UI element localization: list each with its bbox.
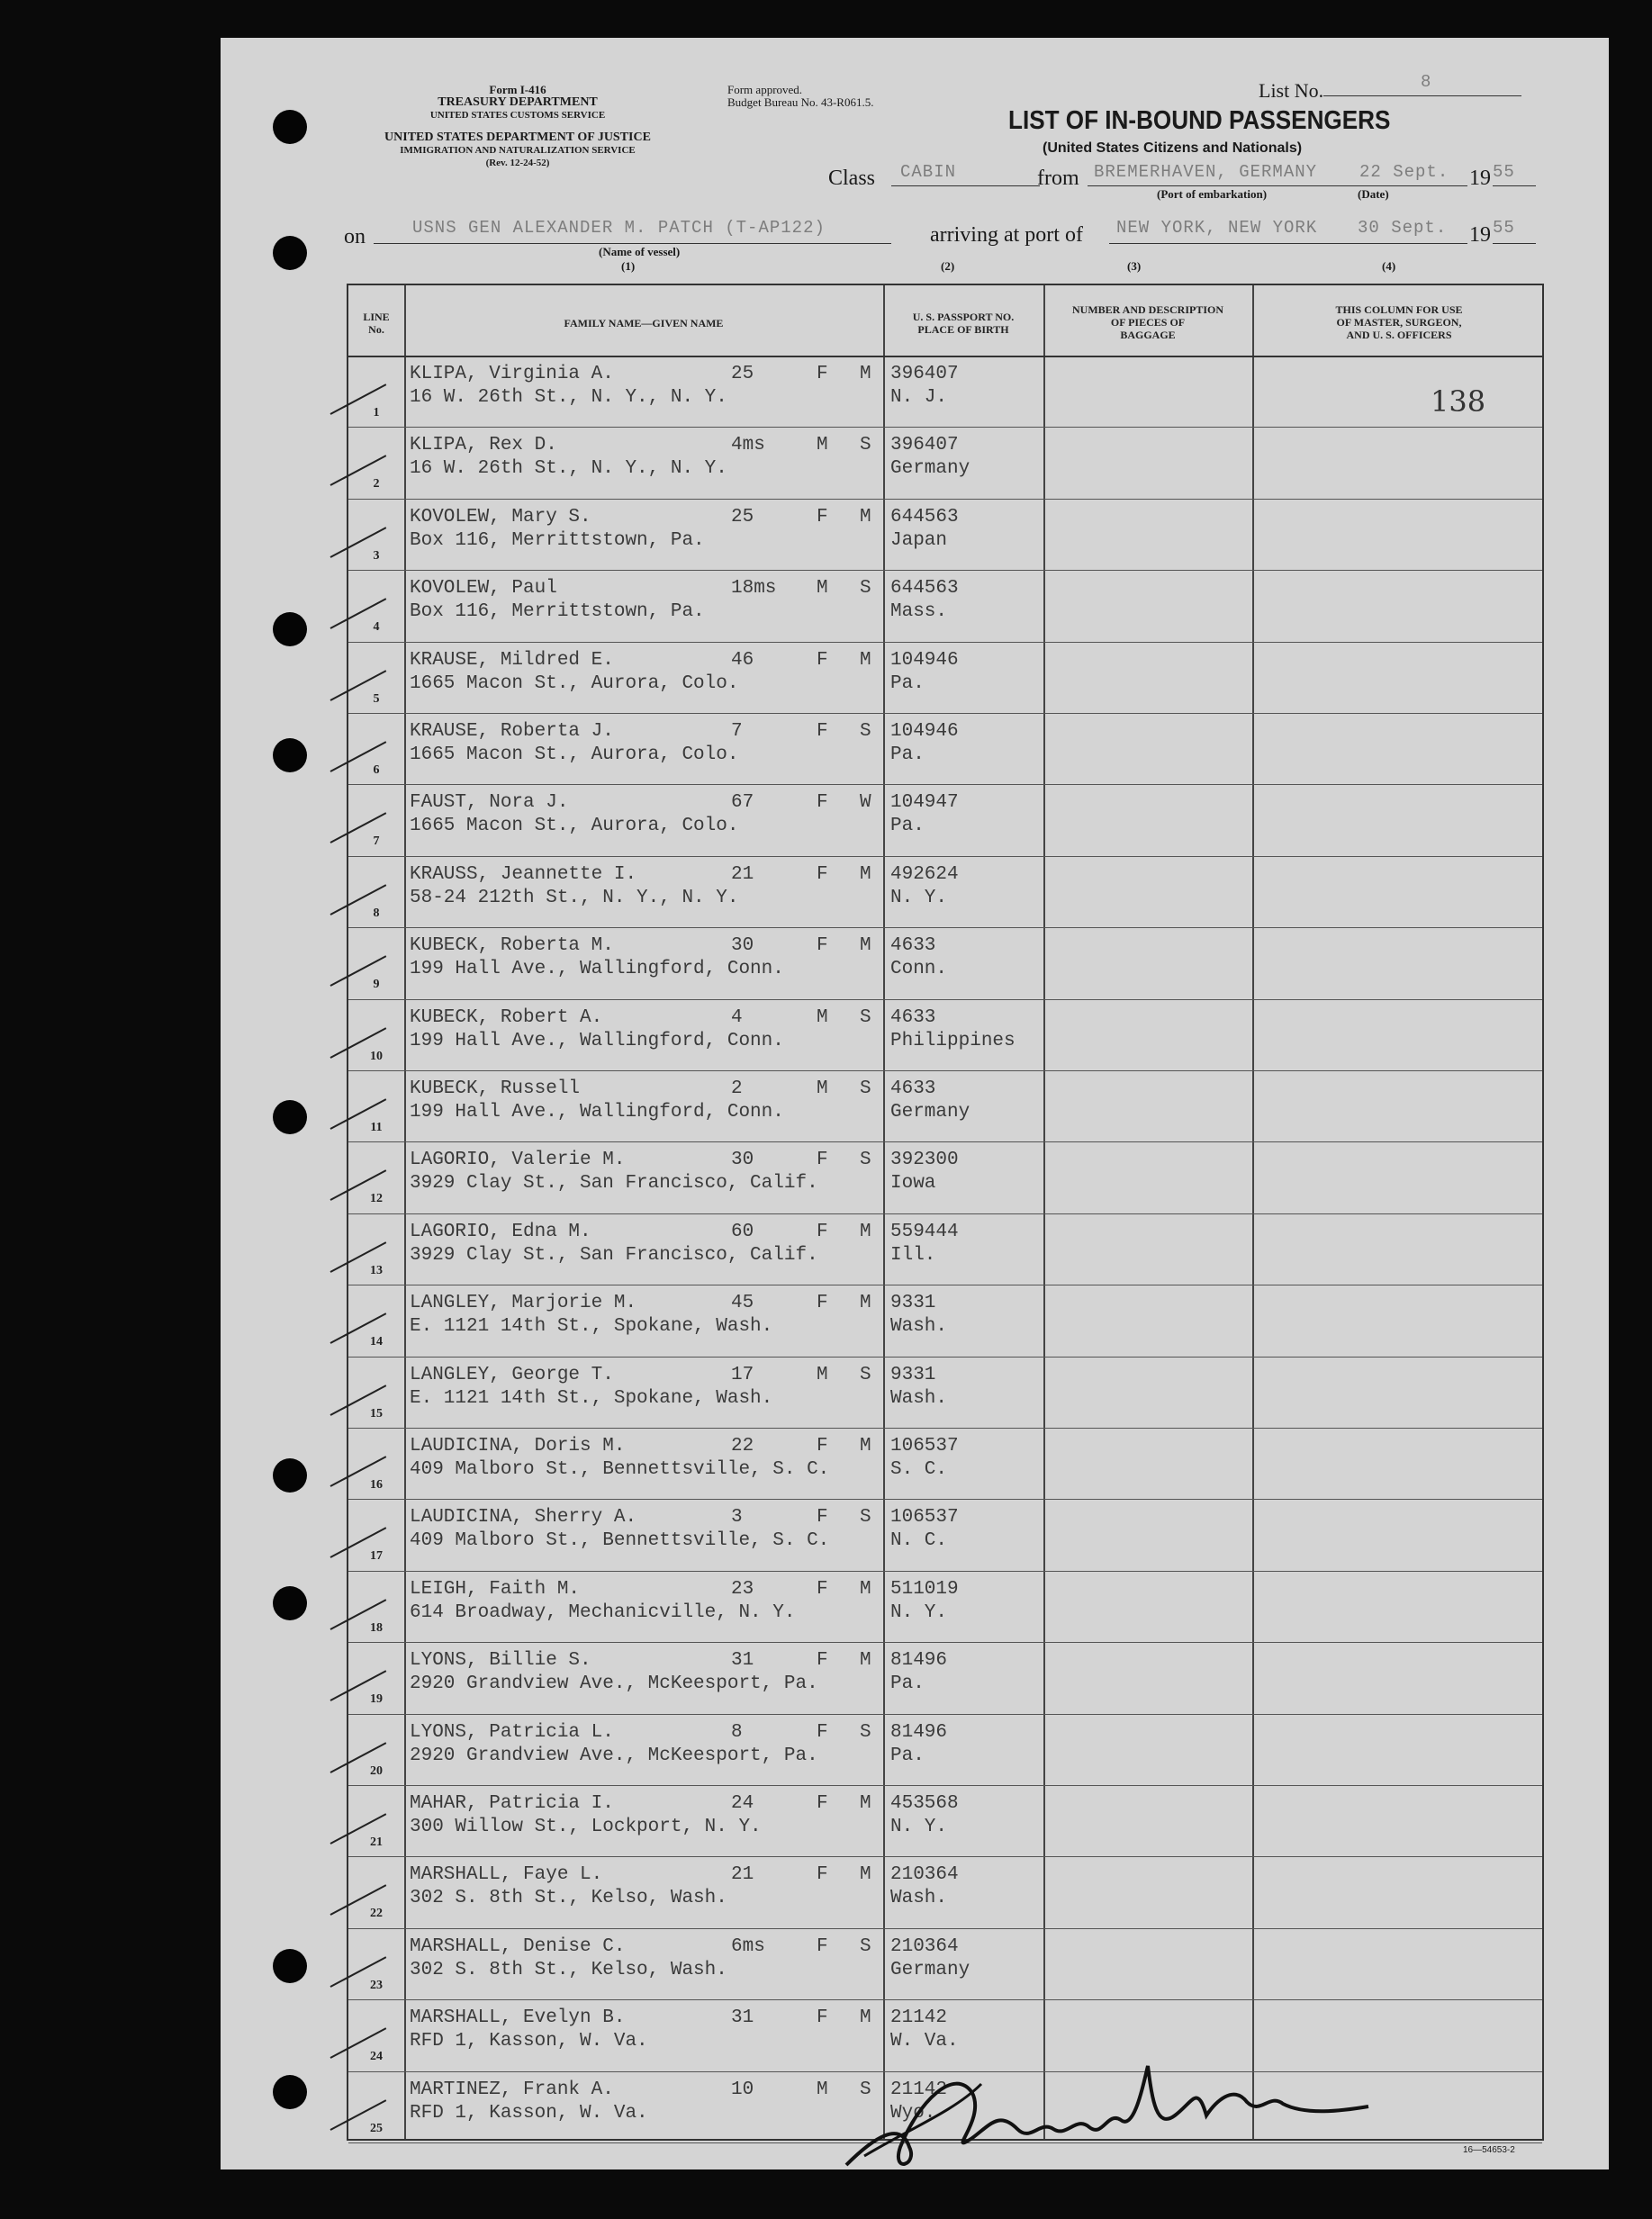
officer-note: 138 — [1431, 384, 1486, 419]
passport-number: 21142 — [890, 2007, 948, 2029]
place-of-birth: N. C. — [890, 1530, 948, 1552]
passenger-age: 2 — [731, 1078, 743, 1099]
passenger-name: LEIGH, Faith M. — [410, 1578, 581, 1600]
vessel-note: (Name of vessel) — [599, 245, 681, 258]
passport-number: 392300 — [890, 1150, 959, 1171]
place-of-birth: Ill. — [890, 1244, 936, 1266]
year-prefix-2: 19 — [1469, 223, 1491, 247]
col-num-3: (3) — [1127, 259, 1142, 273]
marital-status: S — [860, 721, 871, 742]
passport-number: 210364 — [890, 1935, 959, 1957]
passenger-sex: M — [817, 578, 828, 600]
place-of-birth: Pa. — [890, 1745, 925, 1766]
passenger-age: 7 — [731, 721, 743, 742]
marital-status: M — [860, 1793, 871, 1814]
line-number: 21 — [370, 1836, 383, 1849]
passenger-address: 16 W. 26th St., N. Y., N. Y. — [410, 458, 727, 480]
punch-hole — [273, 1949, 307, 1983]
passport-number: 644563 — [890, 506, 959, 528]
marital-status: M — [860, 2007, 871, 2029]
passenger-address: 300 Willow St., Lockport, N. Y. — [410, 1817, 762, 1837]
passenger-sex: M — [817, 1364, 828, 1385]
passport-number: 9331 — [890, 1293, 936, 1314]
passenger-name: LYONS, Billie S. — [410, 1650, 591, 1672]
passenger-age: 3 — [731, 1507, 743, 1529]
passenger-age: 45 — [731, 1293, 754, 1314]
passenger-age: 31 — [731, 2007, 754, 2029]
passenger-address: 16 W. 26th St., N. Y., N. Y. — [410, 387, 727, 408]
passport-number: 106537 — [890, 1436, 959, 1457]
passenger-name: MARSHALL, Evelyn B. — [410, 2007, 626, 2029]
col-num-4: (4) — [1382, 259, 1396, 273]
col-header-name: FAMILY NAME—GIVEN NAME — [564, 317, 724, 329]
marital-status: M — [860, 649, 871, 671]
passenger-sex: M — [817, 435, 828, 456]
passport-number: 4633 — [890, 1078, 936, 1099]
marital-status: S — [860, 1507, 871, 1529]
passport-number: 644563 — [890, 578, 959, 600]
embark-date: 22 Sept. — [1359, 162, 1449, 182]
place-of-birth: Germany — [890, 458, 970, 480]
line-number: 1 — [373, 406, 380, 419]
passenger-age: 6ms — [731, 1935, 765, 1957]
table-row — [348, 1571, 1542, 1642]
passenger-address: RFD 1, Kasson, W. Va. — [410, 2031, 648, 2052]
line-number: 8 — [373, 906, 380, 920]
footer-code: 16—54653-2 — [1463, 2145, 1515, 2155]
col-num-1: (1) — [621, 259, 636, 273]
passenger-age: 4 — [731, 1006, 743, 1028]
form-number: Form I-416 — [489, 83, 546, 96]
passport-number: 396407 — [890, 435, 959, 456]
marital-status: S — [860, 1150, 871, 1171]
punch-hole — [273, 738, 307, 772]
table-row — [348, 1428, 1542, 1499]
passenger-sex: F — [817, 721, 828, 742]
passenger-name: KUBECK, Russell — [410, 1078, 581, 1099]
punch-hole — [273, 110, 307, 144]
place-of-birth: Germany — [890, 1959, 970, 1980]
line-number: 6 — [373, 763, 380, 777]
table-row — [348, 570, 1542, 641]
from-label: from — [1037, 167, 1079, 190]
place-of-birth: N. Y. — [890, 887, 948, 908]
marital-status: M — [860, 1864, 871, 1886]
passenger-sex: F — [817, 1221, 828, 1242]
passenger-age: 46 — [731, 649, 754, 671]
arrival-date: 30 Sept. — [1358, 218, 1448, 238]
table-row — [348, 1642, 1542, 1713]
table-row — [348, 1285, 1542, 1356]
marital-status: M — [860, 1650, 871, 1672]
table-row — [348, 356, 1542, 427]
on-label: on — [344, 225, 366, 248]
passenger-age: 23 — [731, 1578, 754, 1600]
line-number: 20 — [370, 1763, 383, 1778]
passport-number: 396407 — [890, 364, 959, 384]
passenger-age: 22 — [731, 1436, 754, 1457]
passenger-address: 199 Hall Ave., Wallingford, Conn. — [410, 1102, 784, 1123]
passenger-sex: F — [817, 792, 828, 814]
passport-number: 453568 — [890, 1793, 959, 1814]
customs-service: UNITED STATES CUSTOMS SERVICE — [429, 110, 606, 121]
passenger-sex: F — [817, 2007, 828, 2029]
passenger-table — [347, 284, 1544, 2141]
line-number: 23 — [370, 1978, 383, 1992]
passenger-name: LAGORIO, Valerie M. — [410, 1150, 626, 1171]
arriving-label: arriving at port of — [930, 223, 1083, 247]
passenger-address: 302 S. 8th St., Kelso, Wash. — [410, 1888, 727, 1909]
passenger-name: KLIPA, Virginia A. — [410, 364, 614, 384]
passport-number: 81496 — [890, 1650, 948, 1672]
passenger-age: 10 — [731, 2079, 754, 2100]
line-number: 14 — [370, 1335, 383, 1349]
punch-hole — [273, 1100, 307, 1134]
place-of-birth: Pa. — [890, 744, 925, 765]
passenger-name: LYONS, Patricia L. — [410, 1721, 614, 1743]
place-of-birth: N. J. — [890, 387, 948, 408]
passenger-name: KOVOLEW, Mary S. — [410, 506, 591, 528]
passenger-sex: F — [817, 1864, 828, 1886]
embark-year: 55 — [1493, 162, 1515, 182]
table-row — [348, 1141, 1542, 1213]
class-value: CABIN — [900, 162, 957, 182]
table-row — [348, 999, 1542, 1070]
passenger-address: E. 1121 14th St., Spokane, Wash. — [410, 1316, 773, 1338]
arrival-port: NEW YORK, NEW YORK — [1116, 218, 1318, 238]
line-number: 15 — [370, 1406, 383, 1421]
passenger-address: 1665 Macon St., Aurora, Colo. — [410, 744, 739, 765]
place-of-birth: N. Y. — [890, 1601, 948, 1623]
table-row — [348, 427, 1542, 498]
line-number: 18 — [370, 1620, 383, 1635]
passenger-address: 3929 Clay St., San Francisco, Calif. — [410, 1173, 818, 1195]
passport-number: 104946 — [890, 721, 959, 742]
port-embark-note: (Port of embarkation) — [1157, 187, 1268, 201]
line-number: 5 — [373, 691, 380, 706]
place-of-birth: Pa. — [890, 1673, 925, 1695]
passenger-sex: F — [817, 935, 828, 957]
passenger-name: MARTINEZ, Frank A. — [410, 2079, 614, 2100]
budget-bureau: Budget Bureau No. 43-R061.5. — [727, 95, 874, 109]
place-of-birth: Japan — [890, 529, 948, 551]
passport-number: 559444 — [890, 1221, 959, 1242]
passenger-age: 8 — [731, 1721, 743, 1743]
place-of-birth: Wash. — [890, 1888, 948, 1909]
passenger-name: KRAUSE, Roberta J. — [410, 721, 614, 742]
list-no-label: List No. — [1259, 79, 1324, 102]
passenger-sex: F — [817, 1650, 828, 1672]
punch-hole — [273, 612, 307, 646]
table-row — [348, 1928, 1542, 1999]
table-row — [348, 927, 1542, 998]
passenger-name: FAUST, Nora J. — [410, 792, 569, 814]
passport-number: 511019 — [890, 1578, 959, 1600]
passenger-age: 30 — [731, 935, 754, 957]
line-number: 19 — [370, 1692, 383, 1707]
passenger-sex: F — [817, 1721, 828, 1743]
table-row — [348, 1856, 1542, 1927]
passenger-sex: F — [817, 1507, 828, 1529]
punch-hole — [273, 2075, 307, 2109]
marital-status: S — [860, 2079, 871, 2100]
marital-status: S — [860, 1364, 871, 1385]
passenger-address: RFD 1, Kasson, W. Va. — [410, 2102, 648, 2124]
passenger-name: LAUDICINA, Sherry A. — [410, 1507, 637, 1529]
page-subtitle: (United States Citizens and Nationals) — [1043, 140, 1303, 156]
passenger-sex: F — [817, 1150, 828, 1171]
passenger-sex: F — [817, 863, 828, 885]
passport-number: 9331 — [890, 1364, 936, 1385]
passenger-address: 302 S. 8th St., Kelso, Wash. — [410, 1959, 727, 1980]
passenger-age: 21 — [731, 1864, 754, 1886]
passenger-name: KRAUSS, Jeannette I. — [410, 863, 637, 885]
ins: IMMIGRATION AND NATURALIZATION SERVICE — [400, 145, 636, 156]
passenger-address: 58-24 212th St., N. Y., N. Y. — [410, 887, 739, 908]
year-prefix-1: 19 — [1469, 167, 1491, 190]
marital-status: S — [860, 1078, 871, 1099]
passenger-sex: M — [817, 1006, 828, 1028]
marital-status: M — [860, 935, 871, 957]
passenger-address: E. 1121 14th St., Spokane, Wash. — [410, 1387, 773, 1409]
justice-dept: UNITED STATES DEPARTMENT OF JUSTICE — [384, 131, 651, 144]
place-of-birth: Wyo. — [890, 2102, 936, 2124]
place-of-birth: Wash. — [890, 1316, 948, 1338]
passenger-sex: M — [817, 2079, 828, 2100]
passenger-name: KRAUSE, Mildred E. — [410, 649, 614, 671]
table-row — [348, 499, 1542, 570]
table-row — [348, 1070, 1542, 1141]
place-of-birth: Pa. — [890, 672, 925, 694]
passenger-age: 67 — [731, 792, 754, 814]
passenger-age: 4ms — [731, 435, 765, 456]
passport-number: 492624 — [890, 863, 959, 885]
passenger-age: 30 — [731, 1150, 754, 1171]
line-number: 17 — [370, 1549, 383, 1564]
line-number: 22 — [370, 1907, 383, 1921]
table-row — [348, 1357, 1542, 1428]
passenger-address: 614 Broadway, Mechanicville, N. Y. — [410, 1601, 796, 1623]
passenger-address: 1665 Macon St., Aurora, Colo. — [410, 672, 739, 694]
port-of-embarkation: BREMERHAVEN, GERMANY — [1094, 162, 1318, 182]
passenger-age: 60 — [731, 1221, 754, 1242]
line-number: 10 — [370, 1049, 383, 1063]
passenger-name: KUBECK, Robert A. — [410, 1006, 603, 1028]
table-row — [348, 1714, 1542, 1785]
passenger-name: LAGORIO, Edna M. — [410, 1221, 591, 1242]
table-row — [348, 856, 1542, 927]
passenger-sex: M — [817, 1078, 828, 1099]
marital-status: M — [860, 1436, 871, 1457]
arrival-year: 55 — [1493, 218, 1515, 238]
marital-status: W — [860, 792, 871, 814]
col-header-line: LINE No. — [363, 311, 390, 336]
treasury-dept: TREASURY DEPARTMENT — [438, 95, 598, 109]
passenger-address: Box 116, Merrittstown, Pa. — [410, 601, 705, 623]
passport-number: 4633 — [890, 1006, 936, 1028]
passenger-address: 199 Hall Ave., Wallingford, Conn. — [410, 959, 784, 980]
passenger-name: KUBECK, Roberta M. — [410, 935, 614, 957]
passenger-name: MARSHALL, Faye L. — [410, 1864, 603, 1886]
punch-hole — [273, 1586, 307, 1620]
passenger-age: 31 — [731, 1650, 754, 1672]
passenger-age: 18ms — [731, 578, 777, 600]
passenger-sex: F — [817, 1293, 828, 1314]
passenger-address: 2920 Grandview Ave., McKeesport, Pa. — [410, 1673, 818, 1695]
passenger-address: 409 Malboro St., Bennettsville, S. C. — [410, 1530, 830, 1552]
marital-status: M — [860, 506, 871, 528]
passenger-name: LANGLEY, Marjorie M. — [410, 1293, 637, 1314]
passport-number: 104946 — [890, 649, 959, 671]
passenger-name: MARSHALL, Denise C. — [410, 1935, 626, 1957]
passenger-name: KLIPA, Rex D. — [410, 435, 557, 456]
passenger-address: 409 Malboro St., Bennettsville, S. C. — [410, 1459, 830, 1480]
col-header-officers: THIS COLUMN FOR USE OF MASTER, SURGEON, AND U. S. OFFICERS — [1335, 303, 1463, 341]
marital-status: M — [860, 1221, 871, 1242]
table-row — [348, 1499, 1542, 1570]
passenger-address: 1665 Macon St., Aurora, Colo. — [410, 816, 739, 837]
passenger-sex: F — [817, 649, 828, 671]
line-number: 9 — [373, 978, 380, 992]
passport-number: 4633 — [890, 935, 936, 957]
list-no: 8 — [1421, 72, 1432, 92]
place-of-birth: Conn. — [890, 959, 948, 980]
passenger-sex: F — [817, 1578, 828, 1600]
marital-status: M — [860, 1293, 871, 1314]
passenger-name: LANGLEY, George T. — [410, 1364, 614, 1385]
passenger-sex: F — [817, 1793, 828, 1814]
marital-status: S — [860, 435, 871, 456]
table-row — [348, 1785, 1542, 1856]
place-of-birth: Mass. — [890, 601, 948, 623]
passenger-address: 3929 Clay St., San Francisco, Calif. — [410, 1244, 818, 1266]
marital-status: S — [860, 1935, 871, 1957]
punch-hole — [273, 1458, 307, 1493]
passenger-sex: F — [817, 1935, 828, 1957]
table-row — [348, 642, 1542, 713]
passenger-address: 199 Hall Ave., Wallingford, Conn. — [410, 1030, 784, 1051]
passport-number: 210364 — [890, 1864, 959, 1886]
passenger-address: Box 116, Merrittstown, Pa. — [410, 529, 705, 551]
passenger-name: MAHAR, Patricia I. — [410, 1793, 614, 1814]
col-header-baggage: NUMBER AND DESCRIPTION OF PIECES OF BAGGAGE — [1071, 303, 1224, 341]
passenger-age: 21 — [731, 863, 754, 885]
passenger-name: LAUDICINA, Doris M. — [410, 1436, 626, 1457]
date-note: (Date) — [1358, 187, 1389, 201]
passenger-sex: F — [817, 506, 828, 528]
line-number: 13 — [370, 1263, 383, 1277]
col-header-passport: U. S. PASSPORT NO. PLACE OF BIRTH — [912, 311, 1015, 336]
line-number: 7 — [373, 834, 380, 849]
line-number: 4 — [373, 620, 380, 635]
place-of-birth: Pa. — [890, 816, 925, 837]
signature — [837, 2030, 1377, 2183]
marital-status: S — [860, 1006, 871, 1028]
revision: (Rev. 12-24-52) — [485, 158, 550, 168]
passenger-age: 25 — [731, 364, 754, 384]
page-title: LIST OF IN-BOUND PASSENGERS — [1008, 106, 1391, 135]
passport-number: 106537 — [890, 1507, 959, 1529]
marital-status: M — [860, 1578, 871, 1600]
place-of-birth: N. Y. — [890, 1817, 948, 1837]
form-approved: Form approved. — [727, 83, 803, 96]
place-of-birth: Germany — [890, 1102, 970, 1123]
passport-number: 81496 — [890, 1721, 948, 1743]
line-number: 3 — [373, 548, 380, 563]
line-number: 24 — [370, 2050, 383, 2064]
punch-hole — [273, 236, 307, 270]
marital-status: M — [860, 364, 871, 384]
class-label: Class — [828, 167, 876, 190]
table-row — [348, 1213, 1542, 1285]
place-of-birth: S. C. — [890, 1459, 948, 1480]
marital-status: S — [860, 578, 871, 600]
table-row — [348, 784, 1542, 855]
col-num-2: (2) — [941, 259, 955, 273]
passenger-name: KOVOLEW, Paul — [410, 578, 557, 600]
line-number: 11 — [370, 1121, 383, 1134]
vessel-name: USNS GEN ALEXANDER M. PATCH (T-AP122) — [412, 218, 826, 238]
place-of-birth: Wash. — [890, 1387, 948, 1409]
place-of-birth: W. Va. — [890, 2031, 959, 2052]
passenger-age: 24 — [731, 1793, 754, 1814]
line-number: 25 — [370, 2121, 383, 2135]
passport-number: 104947 — [890, 792, 959, 814]
place-of-birth: Philippines — [890, 1030, 1016, 1051]
place-of-birth: Iowa — [890, 1173, 936, 1195]
passenger-sex: F — [817, 1436, 828, 1457]
marital-status: M — [860, 863, 871, 885]
passenger-sex: F — [817, 364, 828, 384]
passenger-age: 25 — [731, 506, 754, 528]
marital-status: S — [860, 1721, 871, 1743]
line-number: 2 — [373, 477, 380, 492]
passenger-address: 2920 Grandview Ave., McKeesport, Pa. — [410, 1745, 818, 1766]
table-row — [348, 713, 1542, 784]
line-number: 16 — [370, 1478, 383, 1492]
line-number: 12 — [370, 1192, 383, 1206]
passenger-age: 17 — [731, 1364, 754, 1385]
passport-number: 21142 — [890, 2079, 948, 2100]
